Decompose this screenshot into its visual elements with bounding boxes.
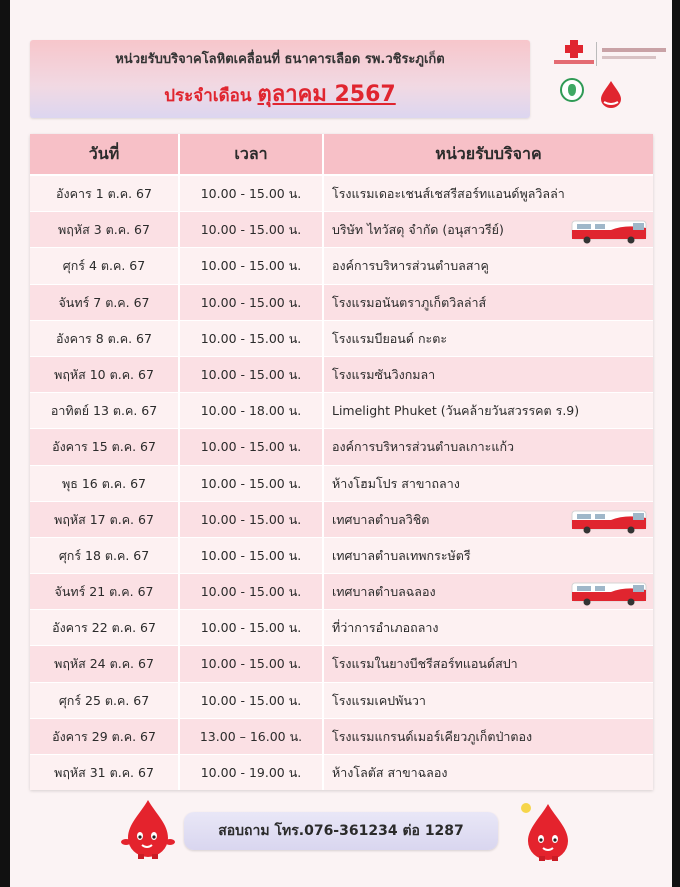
row-unit: โรงแรมเคปพันวา xyxy=(324,683,653,718)
month-line xyxy=(30,76,530,111)
poster-title: หน่วยรับบริจาคโลหิตเคลื่อนที่ ธนาคารเลือด รพ.วชิระภูเก็ต xyxy=(115,52,445,67)
row-time: 10.00 - 15.00 น. xyxy=(180,285,322,320)
header-date: วันที่ xyxy=(88,144,120,163)
row-time: 13.00 – 16.00 น. xyxy=(180,719,322,754)
row-unit: เทศบาลตำบลฉลอง xyxy=(324,574,653,609)
table-body xyxy=(30,176,653,791)
row-time: 10.00 - 15.00 น. xyxy=(180,466,322,501)
row-date: ศุกร์ 25 ต.ค. 67 xyxy=(30,683,178,718)
row-time: 10.00 - 19.00 น. xyxy=(180,755,322,790)
row-time: 10.00 - 15.00 น. xyxy=(180,502,322,537)
month-value: ตุลาคม 2567 xyxy=(257,82,396,107)
row-unit: เทศบาลตำบลเทพกระษัตรี xyxy=(324,538,653,573)
row-time: 10.00 - 15.00 น. xyxy=(180,538,322,573)
table-row xyxy=(30,176,653,211)
row-time: 10.00 - 15.00 น. xyxy=(180,212,322,247)
row-date: พฤหัส 17 ต.ค. 67 xyxy=(30,502,178,537)
logo-divider xyxy=(596,42,597,66)
logo-group xyxy=(552,38,672,114)
row-unit: ห้างโฮมโปร สาขาถลาง xyxy=(324,466,653,501)
blood-donation-bus-icon xyxy=(571,508,649,534)
blood-drop-mascot-icon xyxy=(120,798,176,860)
row-time: 10.00 - 15.00 น. xyxy=(180,646,322,681)
row-date: อังคาร 29 ต.ค. 67 xyxy=(30,719,178,754)
row-unit: องค์การบริหารส่วนตำบลเกาะแก้ว xyxy=(324,429,653,464)
row-unit: ที่ว่าการอำเภอถลาง xyxy=(324,610,653,645)
row-date: พฤหัส 10 ต.ค. 67 xyxy=(30,357,178,392)
blood-donation-bus-icon xyxy=(571,580,649,606)
row-date: จันทร์ 7 ต.ค. 67 xyxy=(30,285,178,320)
row-unit: โรงแรมในยางบีชรีสอร์ทแอนด์สปา xyxy=(324,646,653,681)
table-row xyxy=(30,212,653,247)
month-prefix: ประจำเดือน xyxy=(164,86,252,106)
row-time: 10.00 - 15.00 น. xyxy=(180,610,322,645)
row-time: 10.00 - 15.00 น. xyxy=(180,176,322,211)
blood-bank-logo-icon xyxy=(598,80,624,108)
row-time: 10.00 - 15.00 น. xyxy=(180,574,322,609)
row-unit: องค์การบริหารส่วนตำบลสาคู xyxy=(324,248,653,283)
row-date: อาทิตย์ 13 ต.ค. 67 xyxy=(30,393,178,428)
table-row xyxy=(30,429,653,464)
row-date: พุธ 16 ต.ค. 67 xyxy=(30,466,178,501)
header-time: เวลา xyxy=(234,144,268,163)
row-date: อังคาร 22 ต.ค. 67 xyxy=(30,610,178,645)
table-header-row xyxy=(30,134,653,174)
blood-donation-bus-icon xyxy=(571,218,649,244)
table-row xyxy=(30,574,653,609)
row-date: ศุกร์ 18 ต.ค. 67 xyxy=(30,538,178,573)
row-unit: โรงแรมบียอนด์ กะตะ xyxy=(324,321,653,356)
row-unit: โรงแรมเดอะเชนส์เชสรีสอร์ทแอนด์พูลวิลล่า xyxy=(324,176,653,211)
row-date: พฤหัส 3 ต.ค. 67 xyxy=(30,212,178,247)
table-row xyxy=(30,755,653,790)
row-date: พฤหัส 31 ต.ค. 67 xyxy=(30,755,178,790)
table-row xyxy=(30,285,653,320)
hospital-logo-subtext-icon xyxy=(602,56,656,59)
red-cross-logo-text-icon xyxy=(554,60,594,64)
row-time: 10.00 - 15.00 น. xyxy=(180,429,322,464)
header-unit: หน่วยรับบริจาค xyxy=(435,144,542,163)
poster-header xyxy=(30,40,530,118)
hospital-logo-text-icon xyxy=(602,48,666,52)
table-row xyxy=(30,683,653,718)
row-unit: บริษัท ไทวัสดุ จำกัด (อนุสาวรีย์) xyxy=(324,212,653,247)
left-frame-border xyxy=(0,0,10,887)
table-row xyxy=(30,502,653,537)
row-time: 10.00 - 15.00 น. xyxy=(180,357,322,392)
row-time: 10.00 - 15.00 น. xyxy=(180,248,322,283)
blood-drop-mascot-icon xyxy=(518,800,574,862)
row-date: อังคาร 15 ต.ค. 67 xyxy=(30,429,178,464)
table-row xyxy=(30,357,653,392)
table-row xyxy=(30,719,653,754)
right-frame-border xyxy=(672,0,680,887)
ministry-health-logo-icon xyxy=(560,78,584,102)
row-time: 10.00 - 15.00 น. xyxy=(180,321,322,356)
row-date: จันทร์ 21 ต.ค. 67 xyxy=(30,574,178,609)
contact-banner: สอบถาม โทร.076-361234 ต่อ 1287 xyxy=(184,812,498,850)
row-unit: ห้างโลตัส สาขาฉลอง xyxy=(324,755,653,790)
table-row xyxy=(30,248,653,283)
row-date: อังคาร 8 ต.ค. 67 xyxy=(30,321,178,356)
table-row xyxy=(30,646,653,681)
row-unit: Limelight Phuket (วันคล้ายวันสวรรคต ร.9) xyxy=(324,393,653,428)
row-date: ศุกร์ 4 ต.ค. 67 xyxy=(30,248,178,283)
row-date: อังคาร 1 ต.ค. 67 xyxy=(30,176,178,211)
row-unit: เทศบาลตำบลวิชิต xyxy=(324,502,653,537)
table-row xyxy=(30,321,653,356)
row-unit: โรงแรมอนันตราภูเก็ตวิลล่าส์ xyxy=(324,285,653,320)
table-row xyxy=(30,538,653,573)
row-date: พฤหัส 24 ต.ค. 67 xyxy=(30,646,178,681)
table-row xyxy=(30,466,653,501)
row-time: 10.00 - 18.00 น. xyxy=(180,393,322,428)
row-time: 10.00 - 15.00 น. xyxy=(180,683,322,718)
row-unit: โรงแรมแกรนด์เมอร์เคียวภูเก็ตป่าตอง xyxy=(324,719,653,754)
table-row xyxy=(30,610,653,645)
table-row xyxy=(30,393,653,428)
row-unit: โรงแรมซันวิงกมลา xyxy=(324,357,653,392)
schedule-table xyxy=(30,134,653,790)
